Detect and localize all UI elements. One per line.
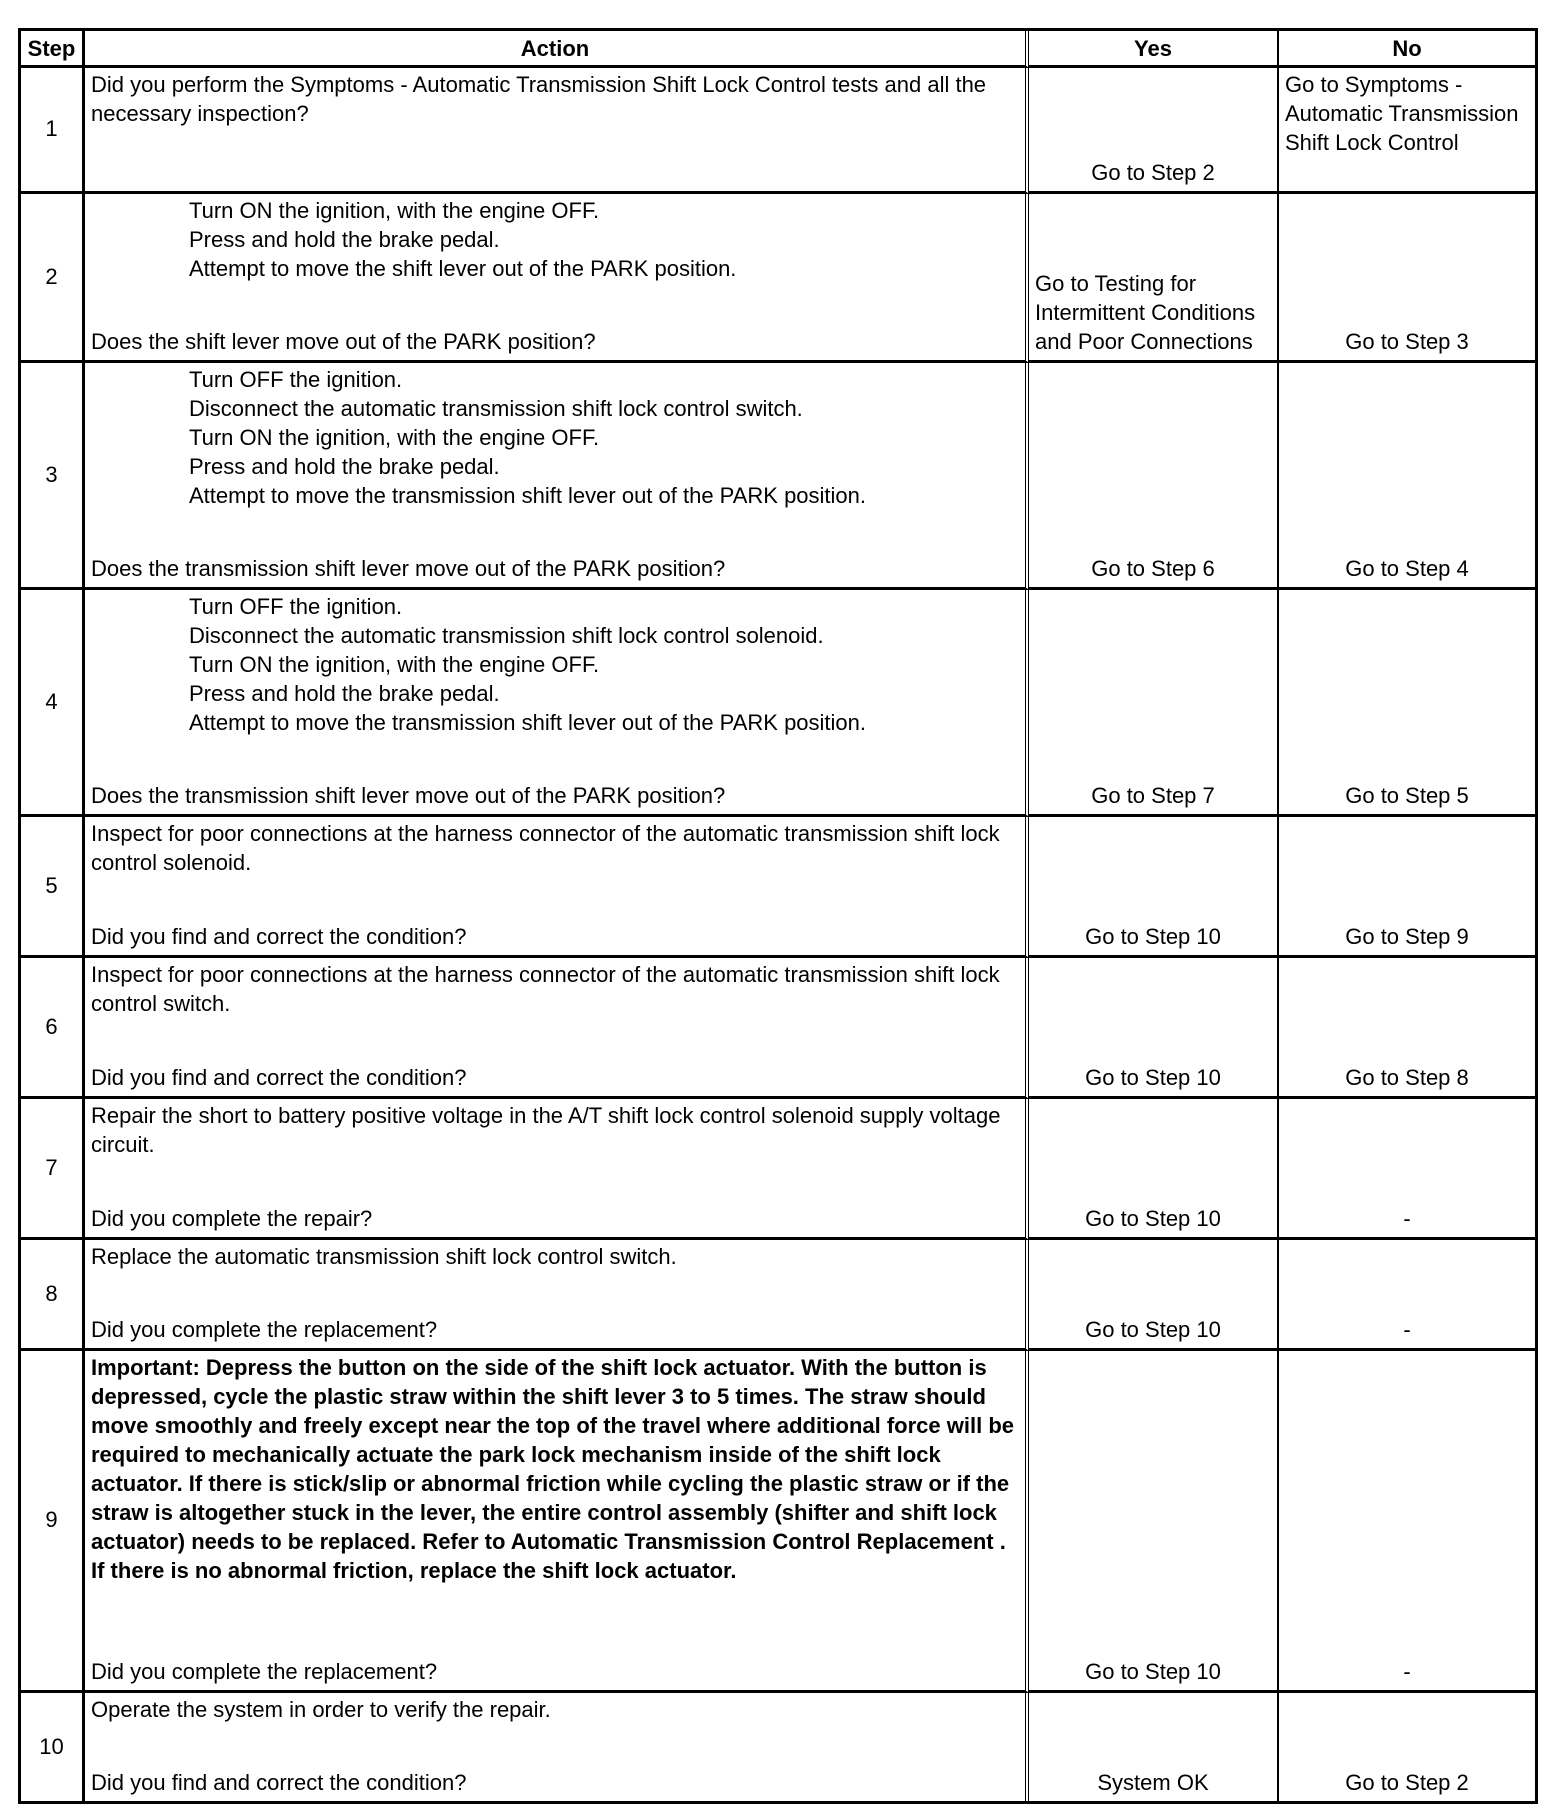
yes-cell: System OK xyxy=(1029,1693,1279,1801)
action-cell xyxy=(85,1240,1029,1351)
action-question: Does the transmission shift lever move out of the PARK position? xyxy=(91,783,726,808)
step-number: 2 xyxy=(21,194,85,363)
step-number: 10 xyxy=(21,1693,85,1801)
action-question: Does the transmission shift lever move out of the PARK position? xyxy=(91,556,726,581)
important-note: Important: Depress the button on the side of the shift lock actuator. With the button is depressed, cycle the plastic straw within the shift lever 3 to 5 times. The straw should move smoothly and freely except near the top of the travel where additional force will be required to mechanically actuate the park lock mechanism inside of the shift lock actuator. If there is stick/slip or abnormal friction while cycling the plastic straw or if the straw is altogether stuck in the lever, the entire control assembly (shifter and shift lock actuator) needs to be replaced. Refer to Automatic Transmission Control Replacement . If there is no abnormal friction, replace the shift lock actuator. xyxy=(91,1355,1015,1583)
substep: Disconnect the automatic transmission shift lock control solenoid. xyxy=(189,623,824,648)
substep: Attempt to move the transmission shift lever out of the PARK position. xyxy=(189,483,867,508)
action-text: Replace the automatic transmission shift lock control switch. xyxy=(91,1244,677,1269)
no-cell: Go to Step 4 xyxy=(1279,363,1535,590)
step-number: 6 xyxy=(21,958,85,1099)
no-cell: Go to Symptoms - Automatic Transmission Shift Lock Control xyxy=(1279,68,1535,194)
yes-cell: Go to Step 10 xyxy=(1029,1240,1279,1351)
substep: Attempt to move the shift lever out of the PARK position. xyxy=(189,256,737,281)
no-cell: - xyxy=(1279,1240,1535,1351)
action-text: Inspect for poor connections at the harness connector of the automatic transmission shift lock control solenoid. xyxy=(91,821,1000,875)
yes-cell: Go to Step 10 xyxy=(1029,817,1279,958)
header-action: Action xyxy=(85,31,1029,68)
substep: Press and hold the brake pedal. xyxy=(189,681,500,706)
action-question: Did you find and correct the condition? xyxy=(91,924,467,949)
action-cell xyxy=(85,1693,1029,1801)
table-row xyxy=(21,363,1535,590)
action-text: Operate the system in order to verify the repair. xyxy=(91,1697,551,1722)
table-row xyxy=(21,68,1535,194)
action-cell xyxy=(85,817,1029,958)
no-cell: - xyxy=(1279,1099,1535,1240)
table-row xyxy=(21,958,1535,1099)
header-no: No xyxy=(1279,31,1535,68)
action-question: Did you find and correct the condition? xyxy=(91,1065,467,1090)
action-question: Did you complete the repair? xyxy=(91,1206,373,1231)
step-number: 3 xyxy=(21,363,85,590)
action-question: Did you find and correct the condition? xyxy=(91,1770,467,1795)
action-text: Did you perform the Symptoms - Automatic Transmission Shift Lock Control tests and all the necessary inspection? xyxy=(91,72,987,126)
action-question: Does the shift lever move out of the PARK position? xyxy=(91,329,596,354)
action-cell xyxy=(85,363,1029,590)
action-cell xyxy=(85,1099,1029,1240)
action-text: Inspect for poor connections at the harness connector of the automatic transmission shift lock control switch. xyxy=(91,962,1000,1016)
table-row xyxy=(21,590,1535,817)
step-number: 5 xyxy=(21,817,85,958)
action-question: Did you complete the replacement? xyxy=(91,1317,438,1342)
no-cell: Go to Step 2 xyxy=(1345,1770,1469,1795)
step-number: 9 xyxy=(21,1351,85,1693)
no-cell: Go to Step 5 xyxy=(1279,590,1535,817)
table-row xyxy=(21,1693,1535,1801)
no-cell: Go to Step 3 xyxy=(1279,194,1535,363)
action-text: Repair the short to battery positive voltage in the A/T shift lock control solenoid supply voltage circuit. xyxy=(91,1103,1001,1157)
step-number: 7 xyxy=(21,1099,85,1240)
step-number: 8 xyxy=(21,1240,85,1351)
table-row xyxy=(21,1099,1535,1240)
yes-cell: Go to Step 10 xyxy=(1029,958,1279,1099)
step-number: 4 xyxy=(21,590,85,817)
table-row xyxy=(21,817,1535,958)
substep: Turn ON the ignition, with the engine OFF. xyxy=(189,652,600,677)
yes-cell: Go to Step 7 xyxy=(1029,590,1279,817)
yes-cell: Go to Testing for Intermittent Conditions and Poor Connections xyxy=(1029,194,1279,363)
substep: Turn OFF the ignition. xyxy=(189,367,403,392)
yes-cell: Go to Step 10 xyxy=(1029,1099,1279,1240)
no-cell: Go to Step 8 xyxy=(1279,958,1535,1099)
substep: Turn OFF the ignition. xyxy=(189,594,403,619)
action-cell xyxy=(85,590,1029,817)
header-row xyxy=(21,31,1535,68)
yes-cell: Go to Step 10 xyxy=(1029,1351,1279,1693)
substep: Attempt to move the transmission shift lever out of the PARK position. xyxy=(189,710,867,735)
substep: Disconnect the automatic transmission shift lock control switch. xyxy=(189,396,803,421)
diagnostic-table-page xyxy=(18,28,1532,1804)
action-question: Did you complete the replacement? xyxy=(91,1659,438,1684)
step-number: 1 xyxy=(21,68,85,194)
no-cell: Go to Step 9 xyxy=(1279,817,1535,958)
substep: Turn ON the ignition, with the engine OFF. xyxy=(189,198,600,223)
action-cell xyxy=(85,1351,1029,1693)
yes-cell: Go to Step 6 xyxy=(1029,363,1279,590)
no-cell: - xyxy=(1279,1351,1535,1693)
table-row xyxy=(21,1351,1535,1693)
substep: Press and hold the brake pedal. xyxy=(189,454,500,479)
header-yes: Yes xyxy=(1029,31,1279,68)
action-cell xyxy=(85,194,1029,363)
header-step: Step xyxy=(21,31,85,68)
substep: Press and hold the brake pedal. xyxy=(189,227,500,252)
table-row xyxy=(21,194,1535,363)
action-cell xyxy=(85,958,1029,1099)
diagnostic-table xyxy=(18,28,1538,1804)
action-cell xyxy=(85,68,1029,194)
substep: Turn ON the ignition, with the engine OFF. xyxy=(189,425,600,450)
table-row xyxy=(21,1240,1535,1351)
yes-cell: Go to Step 2 xyxy=(1029,68,1279,194)
